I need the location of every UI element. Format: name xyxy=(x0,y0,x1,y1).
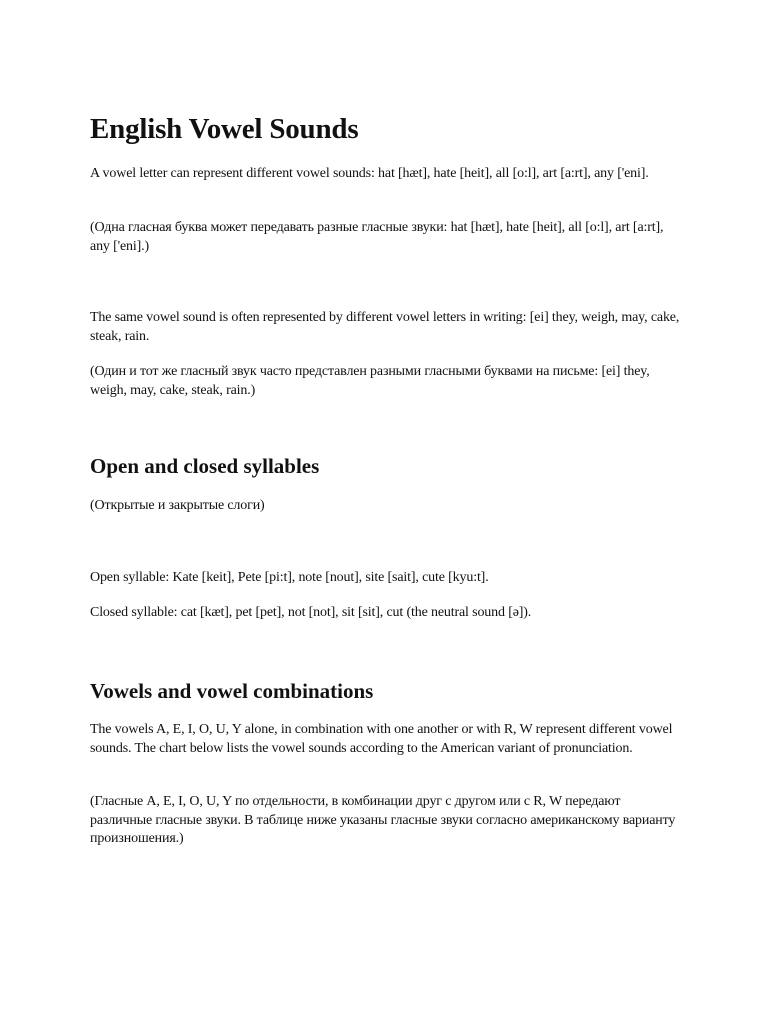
same-sound-paragraph: The same vowel sound is often represented by different vowel letters in writing: [ei] they, weigh, may, cake, steak, rain. xyxy=(90,310,680,344)
intro-paragraph: A vowel letter can represent different vowel sounds: hat [hæt], hate [heit], all [o:l], art [a:rt], any ['eni]. xyxy=(90,166,649,181)
page-title: English Vowel Sounds xyxy=(90,113,359,145)
section-heading-syllables: Open and closed syllables xyxy=(90,454,320,478)
intro-paragraph-russian: (Одна гласная буква может передавать разные гласные звуки: hat [hæt], hate [heit], all [o:l], art [a:rt], any ['eni].) xyxy=(90,220,664,254)
closed-syllable-text: Closed syllable: cat [kæt], pet [pet], not [not], sit [sit], cut (the neutral sound [ə]). xyxy=(90,605,532,620)
open-syllable-text: Open syllable: Kate [keit], Pete [pi:t], note [nout], site [sait], cute [kyu:t]. xyxy=(90,570,489,585)
vowels-paragraph-russian: (Гласные A, E, I, O, U, Y по отдельности, в комбинации друг с другом или с R, W передают различные гласные звуки. В таблице ниже указаны гласные звуки согласно американскому варианту произношения.) xyxy=(90,794,676,846)
section-heading-vowels: Vowels and vowel combinations xyxy=(90,679,374,703)
vowels-paragraph: The vowels A, E, I, O, U, Y alone, in combination with one another or with R, W represent different vowel sounds. The chart below lists the vowel sounds according to the American variant of pronunciation. xyxy=(90,722,673,756)
same-sound-paragraph-russian: (Один и тот же гласный звук часто представлен разными гласными буквами на письме: [ei] they, weigh, may, cake, steak, rain.) xyxy=(90,364,650,398)
section-heading-syllables-russian: (Открытые и закрытые слоги) xyxy=(90,498,265,513)
